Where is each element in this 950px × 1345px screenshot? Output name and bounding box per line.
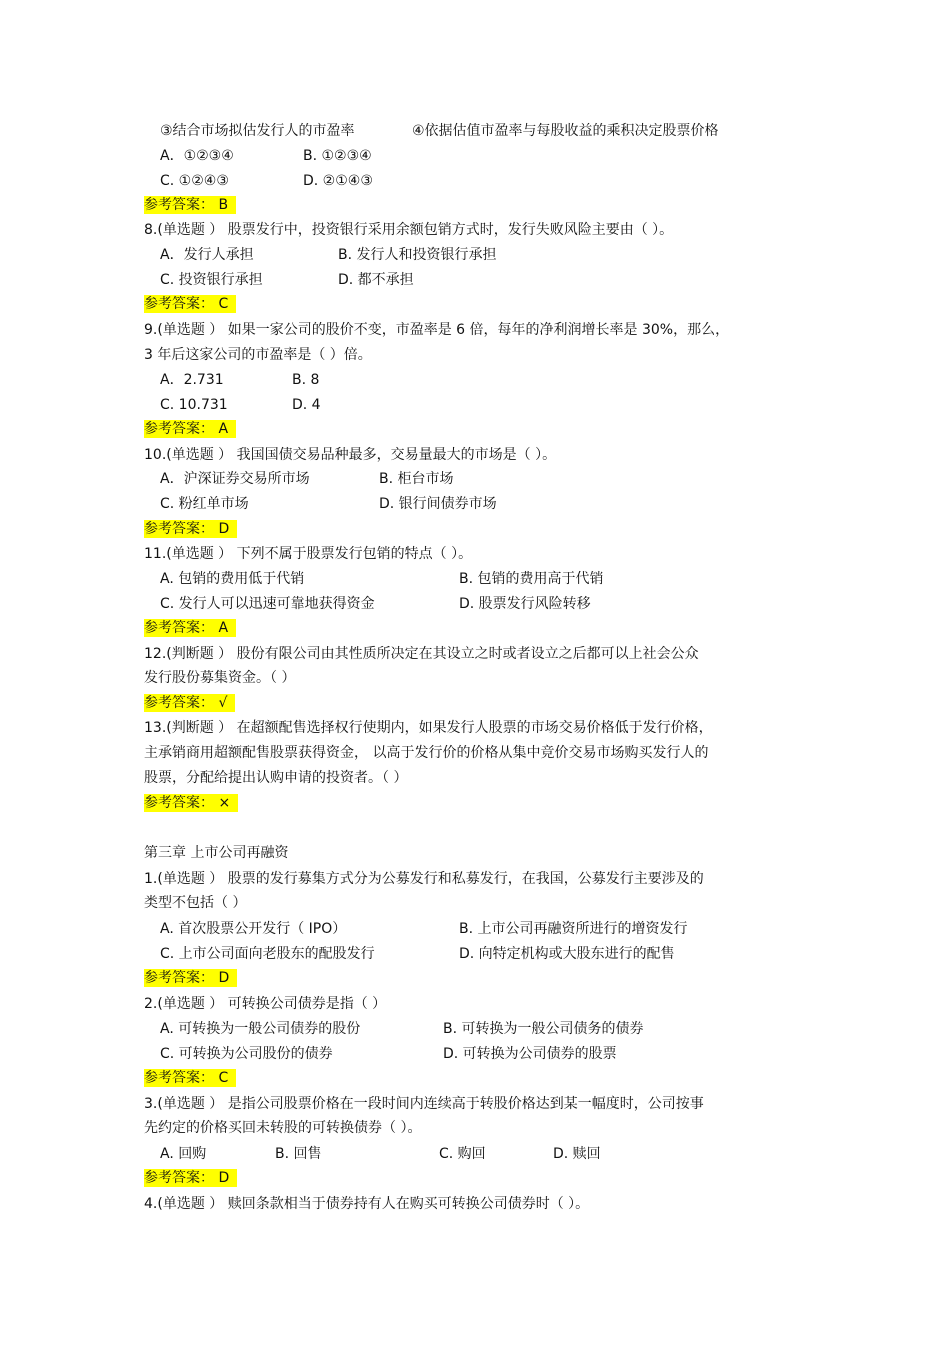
option-d: D. 银行间债券市场 — [379, 496, 497, 512]
option-d: D. 赎回 — [553, 1146, 601, 1162]
answer-highlight: 参考答案： C — [144, 295, 236, 313]
option-c: C. 投资银行承担 — [160, 272, 263, 288]
option-b: B. ①②③④ — [303, 148, 372, 164]
option-b: B. 可转换为一般公司债务的债券 — [443, 1021, 644, 1037]
question-13-cont: 主承销商用超额配售股票获得资金， 以高于发行价的价格从集中竞价交易市场购买发行人的 — [144, 745, 709, 761]
question-3: 3.(单选题 ） 是指公司股票价格在一段时间内连续高于转股价格达到某一幅度时，公司按事 — [144, 1096, 704, 1112]
question-8: 8.(单选题 ） 股票发行中，投资银行采用余额包销方式时，发行失败风险主要由（ ）。 — [144, 222, 674, 238]
option-a: A. 可转换为一般公司债券的股份 — [160, 1021, 361, 1037]
answer-highlight: 参考答案： B — [144, 196, 236, 214]
answer-highlight: 参考答案： × — [144, 794, 238, 812]
chapter-heading: 第三章 上市公司再融资 — [144, 845, 289, 861]
option-b: B. 包销的费用高于代销 — [459, 571, 604, 587]
answer-highlight: 参考答案： A — [144, 420, 236, 438]
question-1-cont: 类型不包括（ ） — [144, 895, 247, 911]
option-b: B. 柜台市场 — [379, 471, 454, 487]
question-13-cont: 股票，分配给提出认购申请的投资者。（ ） — [144, 770, 408, 786]
option-c: C. ①②④③ — [160, 173, 229, 189]
answer-highlight: 参考答案： C — [144, 1069, 236, 1087]
option-b: B. 回售 — [275, 1146, 322, 1162]
option-d: D. 可转换为公司债券的股票 — [443, 1046, 617, 1062]
option-line: ④依据估值市盈率与每股收益的乘积决定股票价格 — [412, 123, 719, 139]
option-c: C. 粉红单市场 — [160, 496, 249, 512]
option-b: B. 发行人和投资银行承担 — [338, 247, 497, 263]
question-9: 9.(单选题 ） 如果一家公司的股价不变，市盈率是 6 倍，每年的净利润增长率是 30%，那么， — [144, 322, 730, 338]
answer-highlight: 参考答案： A — [144, 619, 236, 637]
option-d: D. 4 — [292, 397, 321, 413]
option-a: A．发行人承担 — [160, 247, 254, 263]
question-9-cont: 3 年后这家公司的市盈率是（ ）倍。 — [144, 347, 372, 363]
option-a: A．①②③④ — [160, 148, 234, 164]
option-d: D. ②①④③ — [303, 173, 373, 189]
option-d: D. 股票发行风险转移 — [459, 596, 591, 612]
option-b: B. 8 — [292, 372, 320, 388]
option-a: A. 首次股票公开发行（ IPO） — [160, 921, 347, 937]
option-d: D. 都不承担 — [338, 272, 414, 288]
option-a: A．沪深证券交易所市场 — [160, 471, 310, 487]
answer-highlight: 参考答案： D — [144, 969, 237, 987]
question-11: 11.(单选题 ） 下列不属于股票发行包销的特点（ ）。 — [144, 546, 473, 562]
option-a: A. 包销的费用低于代销 — [160, 571, 305, 587]
answer-highlight: 参考答案： D — [144, 1169, 237, 1187]
question-12: 12.(判断题 ） 股份有限公司由其性质所决定在其设立之时或者设立之后都可以上社会公众 — [144, 646, 699, 662]
option-b: B. 上市公司再融资所进行的增资发行 — [459, 921, 688, 937]
option-c: C. 发行人可以迅速可靠地获得资金 — [160, 596, 375, 612]
question-12-cont: 发行股份募集资金。（ ） — [144, 670, 296, 686]
question-3-cont: 先约定的价格买回未转股的可转换债券（ ）。 — [144, 1120, 422, 1136]
option-line: ③结合市场拟估发行人的市盈率 — [160, 123, 355, 139]
option-a: A. 回购 — [160, 1146, 207, 1162]
answer-highlight: 参考答案： D — [144, 520, 237, 538]
option-a: A．2.731 — [160, 372, 224, 388]
option-c: C. 10.731 — [160, 397, 228, 413]
option-c: C. 上市公司面向老股东的配股发行 — [160, 946, 375, 962]
question-2: 2.(单选题 ） 可转换公司债券是指（ ） — [144, 996, 387, 1012]
question-4: 4.(单选题 ） 赎回条款相当于债券持有人在购买可转换公司债券时（ ）。 — [144, 1196, 590, 1212]
option-c: C. 可转换为公司股份的债券 — [160, 1046, 333, 1062]
question-1: 1.(单选题 ） 股票的发行募集方式分为公募发行和私募发行，在我国，公募发行主要涉及的 — [144, 871, 704, 887]
question-10: 10.(单选题 ） 我国国债交易品种最多，交易量最大的市场是（ ）。 — [144, 447, 557, 463]
answer-highlight: 参考答案： √ — [144, 694, 235, 712]
question-13: 13.(判断题 ） 在超额配售选择权行使期内，如果发行人股票的市场交易价格低于发行价格， — [144, 720, 713, 736]
option-d: D. 向特定机构或大股东进行的配售 — [459, 946, 675, 962]
option-c: C. 购回 — [439, 1146, 486, 1162]
